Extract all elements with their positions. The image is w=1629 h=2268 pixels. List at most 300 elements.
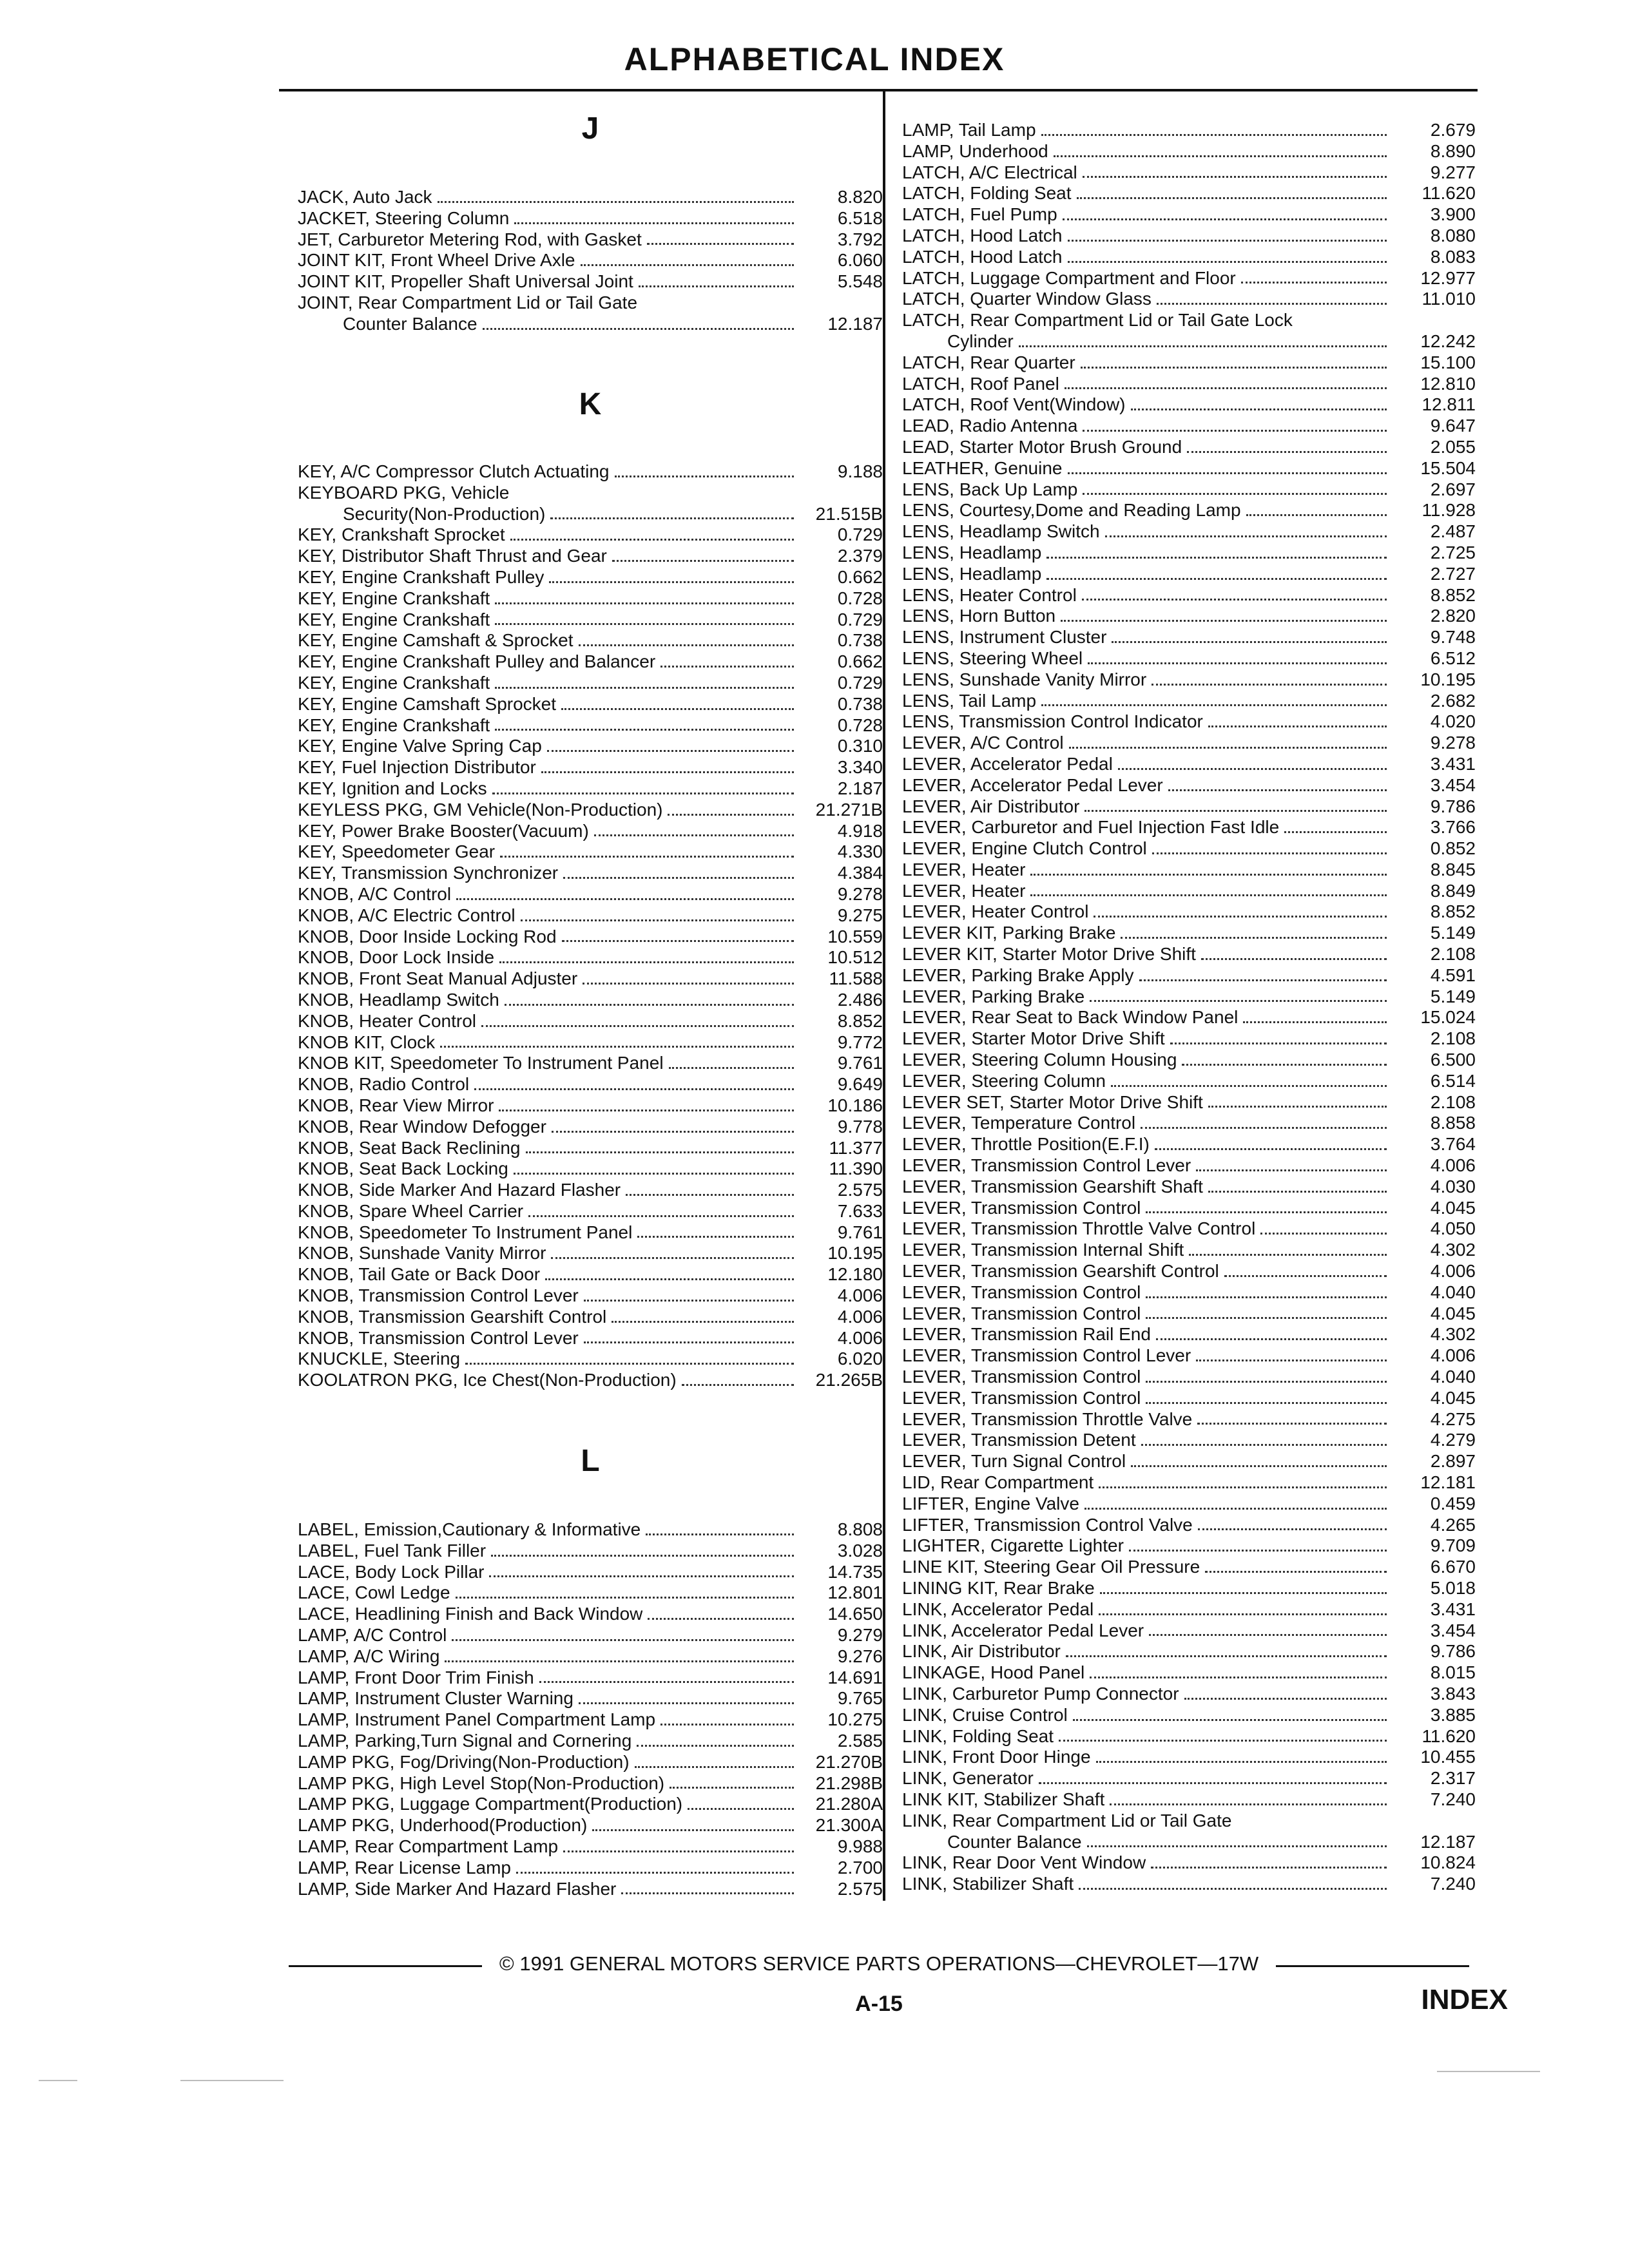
entry-page-number: 6.514 <box>1430 1070 1476 1091</box>
dot-leader <box>1118 768 1387 770</box>
index-entry <box>902 1578 1476 1599</box>
dot-leader <box>1131 408 1387 410</box>
entry-page-number: 11.377 <box>829 1137 883 1158</box>
entry-page-number: 8.858 <box>1430 1113 1476 1133</box>
entry-page-number: 10.824 <box>1420 1852 1476 1873</box>
dot-leader <box>621 1892 794 1894</box>
index-entry <box>902 1367 1476 1388</box>
entry-name: KNOB, Heater Control <box>298 1010 476 1031</box>
index-entry <box>298 1328 883 1349</box>
entry-name: LEVER, Transmission Control <box>902 1303 1141 1323</box>
dot-leader <box>547 750 794 752</box>
entry-page-number: 2.379 <box>837 546 883 566</box>
entry-page-number: 10.195 <box>1420 669 1476 689</box>
index-entry <box>902 585 1476 606</box>
entry-name: LATCH, Luggage Compartment and Floor <box>902 267 1236 288</box>
dot-leader <box>612 560 794 562</box>
entry-name: JOINT KIT, Propeller Shaft Universal Joint <box>298 271 633 292</box>
entry-page-number: 2.317 <box>1430 1768 1476 1789</box>
dot-leader <box>1112 641 1387 643</box>
index-entry <box>902 120 1476 141</box>
index-entry <box>298 884 883 905</box>
dot-leader <box>1284 831 1387 833</box>
entry-name: LATCH, Hood Latch <box>902 246 1063 267</box>
entry-name: LAMP, Instrument Cluster Warning <box>298 1688 574 1709</box>
dot-leader <box>1184 1698 1387 1700</box>
section-letter-j: J <box>581 111 599 146</box>
index-entry <box>298 1285 883 1307</box>
entry-name: LAMP, Side Marker And Hazard Flasher <box>298 1878 617 1899</box>
dot-leader <box>1152 684 1387 686</box>
index-entry <box>298 1794 883 1815</box>
entry-page-number: 6.518 <box>837 207 883 228</box>
entry-name: LENS, Instrument Cluster <box>902 627 1107 648</box>
section-letter-l: L <box>581 1444 600 1478</box>
index-entry <box>902 1092 1476 1113</box>
dot-leader <box>1139 979 1387 981</box>
entry-name: LEVER, Transmission Control <box>902 1387 1141 1408</box>
entry-name: KNOB, Headlamp Switch <box>298 989 499 1010</box>
entry-page-number: 9.278 <box>837 883 883 904</box>
index-entry <box>902 1874 1476 1895</box>
entry-name: LINK, Folding Seat <box>902 1725 1054 1746</box>
index-entry <box>902 1684 1476 1705</box>
index-entry <box>298 1243 883 1264</box>
dot-leader <box>635 1766 794 1768</box>
index-entry <box>298 524 883 546</box>
dot-leader <box>1019 345 1387 347</box>
index-entry <box>902 564 1476 585</box>
entry-page-number: 9.188 <box>837 461 883 481</box>
entry-name: KEY, Fuel Injection Distributor <box>298 757 536 778</box>
entry-page-number: 9.748 <box>1430 627 1476 648</box>
entry-page-number: 4.045 <box>1430 1303 1476 1323</box>
entry-name: LEVER, Starter Motor Drive Shift <box>902 1028 1165 1049</box>
index-entry <box>298 990 883 1011</box>
entry-name: LEAD, Starter Motor Brush Ground <box>902 436 1182 457</box>
entry-name: LINK, Stabilizer Shaft <box>902 1874 1074 1894</box>
index-entry <box>902 1028 1476 1050</box>
footer-rule-right <box>1276 1965 1469 1967</box>
index-entry <box>902 860 1476 881</box>
entry-page-number: 14.691 <box>827 1667 883 1687</box>
entry-page-number: 5.018 <box>1430 1577 1476 1598</box>
dot-leader <box>1208 726 1387 727</box>
index-entry <box>902 247 1476 268</box>
entry-name: KNOB, Sunshade Vanity Mirror <box>298 1243 546 1264</box>
entry-page-number: 9.786 <box>1430 796 1476 816</box>
dot-leader <box>615 476 795 477</box>
dot-leader <box>456 1597 794 1599</box>
entry-page-number: 4.040 <box>1430 1367 1476 1387</box>
index-entry <box>902 1789 1476 1811</box>
entry-name: KNOB, A/C Control <box>298 883 452 904</box>
dot-leader <box>1146 1317 1387 1319</box>
entry-page-number: 8.845 <box>1430 859 1476 879</box>
entry-name: LEVER, Transmission Internal Shift <box>902 1240 1184 1260</box>
index-entry <box>298 1138 883 1159</box>
index-entry <box>902 1134 1476 1155</box>
entry-page-number: 12.977 <box>1420 267 1476 288</box>
entry-name: LAMP PKG, Fog/Driving(Non-Production) <box>298 1751 630 1772</box>
entry-page-number: 2.575 <box>837 1878 883 1899</box>
entry-page-number: 4.020 <box>1430 711 1476 732</box>
index-entry <box>298 1095 883 1117</box>
dot-leader <box>489 1575 794 1577</box>
dot-leader <box>1087 1845 1387 1847</box>
entry-page-number: 4.006 <box>837 1327 883 1348</box>
dot-leader <box>563 877 794 879</box>
index-entry <box>298 1519 883 1541</box>
dot-leader <box>1187 451 1387 453</box>
entry-name: LEVER, Transmission Rail End <box>902 1324 1151 1345</box>
index-entry <box>298 715 883 736</box>
entry-name: KNOB, Side Marker And Hazard Flasher <box>298 1180 621 1200</box>
index-entry <box>902 986 1476 1008</box>
dot-leader <box>1141 1127 1387 1129</box>
dot-leader <box>1077 197 1387 199</box>
dot-leader <box>561 708 794 710</box>
entry-page-number: 6.500 <box>1430 1050 1476 1070</box>
entry-name: LIFTER, Transmission Control Valve <box>902 1514 1193 1535</box>
entry-name: LATCH, A/C Electrical <box>902 162 1077 182</box>
dot-leader <box>1054 155 1387 157</box>
index-entry <box>298 1541 883 1562</box>
index-entry <box>298 905 883 927</box>
entry-page-number: 6.670 <box>1430 1557 1476 1577</box>
index-entry <box>298 1032 883 1053</box>
dot-leader <box>660 1724 794 1725</box>
entry-page-number: 11.588 <box>829 968 883 989</box>
index-entry <box>298 1667 883 1689</box>
entry-page-number: 3.885 <box>1430 1704 1476 1725</box>
index-entry <box>902 416 1476 437</box>
entry-name: LEVER, Heater <box>902 880 1026 901</box>
index-entry <box>902 1451 1476 1472</box>
entry-page-number: 3.843 <box>1430 1683 1476 1704</box>
index-entry <box>298 504 883 525</box>
index-entry <box>902 1852 1476 1874</box>
entry-name: LACE, Body Lock Pillar <box>298 1561 485 1582</box>
dot-leader <box>1205 1571 1387 1573</box>
entry-page-number: 3.792 <box>837 229 883 249</box>
index-entry <box>902 268 1476 289</box>
index-entry <box>298 1158 883 1180</box>
entry-name: LATCH, Hood Latch <box>902 225 1063 245</box>
dot-leader <box>626 1194 794 1196</box>
entry-page-number: 4.040 <box>1430 1282 1476 1302</box>
index-entry <box>298 1858 883 1879</box>
entry-page-number: 5.149 <box>1430 923 1476 943</box>
entry-name: LINING KIT, Rear Brake <box>902 1577 1095 1598</box>
index-entry <box>902 1535 1476 1557</box>
index-entry <box>902 1430 1476 1451</box>
dot-leader <box>1046 578 1387 580</box>
entry-name: LINK, Generator <box>902 1768 1034 1789</box>
index-entry <box>902 226 1476 247</box>
entry-page-number: 9.772 <box>837 1032 883 1052</box>
dot-leader <box>505 1004 794 1006</box>
entry-page-number: 4.006 <box>1430 1155 1476 1176</box>
entry-name: LEVER KIT, Parking Brake <box>902 923 1116 943</box>
entry-name: KNOB, Seat Back Locking <box>298 1158 508 1179</box>
entry-page-number: 4.275 <box>1430 1408 1476 1429</box>
entry-page-number: 12.811 <box>1422 394 1476 415</box>
page-title: ALPHABETICAL INDEX <box>624 41 1005 77</box>
index-entry <box>902 1113 1476 1134</box>
index-entry <box>902 479 1476 501</box>
index-entry <box>902 162 1476 184</box>
entry-name: KEY, Engine Crankshaft Pulley <box>298 566 545 587</box>
dot-leader <box>1146 1296 1387 1298</box>
entry-page-number: 14.735 <box>827 1561 883 1582</box>
entry-page-number: 0.729 <box>837 524 883 545</box>
dot-leader <box>516 1872 794 1874</box>
entry-page-number: 2.187 <box>837 778 883 798</box>
dot-leader <box>563 1850 794 1852</box>
index-entry <box>902 183 1476 204</box>
entry-page-number: 2.575 <box>837 1180 883 1200</box>
dot-leader <box>1170 1043 1387 1044</box>
entry-name: LENS, Headlamp <box>902 563 1042 584</box>
index-entry <box>902 374 1476 395</box>
entry-name: LEVER, Transmission Control <box>902 1367 1141 1387</box>
index-entry <box>902 944 1476 965</box>
index-entry <box>902 1747 1476 1768</box>
index-entry <box>298 694 883 715</box>
entry-page-number: 2.897 <box>1430 1451 1476 1472</box>
entry-page-number: 9.778 <box>837 1116 883 1137</box>
index-entry <box>298 673 883 694</box>
entry-page-number: 9.649 <box>837 1074 883 1095</box>
index-entry <box>298 1604 883 1625</box>
dot-leader <box>551 1257 794 1259</box>
entry-page-number: 10.275 <box>827 1709 883 1730</box>
entry-page-number: 2.679 <box>1430 120 1476 140</box>
dot-leader <box>688 1808 794 1810</box>
entry-name: KEY, Engine Valve Spring Cap <box>298 736 542 756</box>
entry-name: LEVER, Transmission Detent <box>902 1430 1136 1450</box>
entry-page-number: 15.100 <box>1420 352 1476 372</box>
entry-page-number: 12.810 <box>1420 373 1476 394</box>
dot-leader <box>1189 1254 1387 1256</box>
entry-name: LINK, Accelerator Pedal <box>902 1599 1094 1619</box>
index-entry <box>298 1562 883 1583</box>
right-column-entries <box>902 120 1476 1895</box>
entry-page-number: 0.729 <box>837 609 883 629</box>
entry-name: LAMP, Underhood <box>902 140 1048 161</box>
entry-name: LATCH, Fuel Pump <box>902 204 1057 225</box>
entry-page-number: 21.265B <box>815 1370 883 1390</box>
entry-page-number: 0.728 <box>837 588 883 608</box>
entry-page-number: 3.431 <box>1430 1599 1476 1619</box>
entry-page-number: 11.390 <box>829 1158 883 1179</box>
entry-name: JACKET, Steering Column <box>298 207 510 228</box>
entry-name: LEVER, Temperature Control <box>902 1113 1136 1133</box>
dot-leader <box>550 517 794 519</box>
entry-page-number: 3.431 <box>1430 753 1476 774</box>
entry-name: LAMP PKG, Luggage Compartment(Production) <box>298 1794 683 1814</box>
entry-name: KNUCKLE, Steering <box>298 1349 461 1369</box>
entry-name: LENS, Sunshade Vanity Mirror <box>902 669 1147 689</box>
dot-leader <box>1243 1021 1387 1023</box>
entry-name: LACE, Headlining Finish and Back Window <box>298 1604 643 1624</box>
entry-name: LINK, Rear Door Vent Window <box>902 1852 1146 1873</box>
scan-smudge <box>180 2080 284 2081</box>
dot-leader <box>1151 1867 1387 1869</box>
footer-section-label: INDEX <box>1421 1984 1508 2015</box>
entry-name: LINE KIT, Steering Gear Oil Pressure <box>902 1557 1200 1577</box>
index-entry <box>298 483 883 504</box>
entry-page-number: 11.928 <box>1422 500 1476 521</box>
dot-leader <box>552 1131 794 1133</box>
entry-page-number: 15.024 <box>1420 1007 1476 1028</box>
section-k-entries <box>298 461 883 1391</box>
entry-name: KEY, Speedometer Gear <box>298 841 496 862</box>
dot-leader <box>500 856 794 858</box>
entry-name: Security(Non-Production) <box>343 503 546 524</box>
entry-page-number: 9.647 <box>1430 416 1476 436</box>
entry-name: LIFTER, Engine Valve <box>902 1493 1079 1514</box>
entry-name: LATCH, Rear Quarter <box>902 352 1075 372</box>
entry-page-number: 11.620 <box>1422 183 1476 204</box>
dot-leader <box>1201 958 1387 960</box>
entry-page-number: 3.028 <box>837 1540 883 1561</box>
entry-name: LEVER, Turn Signal Control <box>902 1451 1126 1472</box>
entry-name: LATCH, Roof Panel <box>902 373 1059 394</box>
index-entry <box>902 394 1476 416</box>
entry-page-number: 8.852 <box>1430 901 1476 922</box>
dot-leader <box>514 1173 794 1175</box>
index-entry <box>298 314 883 335</box>
entry-page-number: 2.727 <box>1430 563 1476 584</box>
index-entry <box>902 669 1476 691</box>
dot-leader <box>1111 1085 1387 1087</box>
entry-page-number: 12.801 <box>827 1582 883 1603</box>
entry-name: LAMP, Rear Compartment Lamp <box>298 1836 559 1856</box>
index-entry <box>902 733 1476 754</box>
entry-page-number: 4.006 <box>1430 1345 1476 1366</box>
dot-leader <box>526 1151 795 1153</box>
index-entry <box>902 1155 1476 1177</box>
entry-name: LEVER, Throttle Position(E.F.I) <box>902 1134 1150 1155</box>
entry-page-number: 8.015 <box>1430 1662 1476 1683</box>
dot-leader <box>1168 789 1387 791</box>
entry-name: LATCH, Quarter Window Glass <box>902 289 1152 309</box>
entry-name: Counter Balance <box>947 1831 1082 1852</box>
index-entry <box>298 1625 883 1646</box>
dot-leader <box>670 1787 794 1789</box>
dot-leader <box>1079 1888 1387 1890</box>
entry-page-number: 8.820 <box>837 187 883 207</box>
entry-page-number: 12.187 <box>1420 1831 1476 1852</box>
entry-name: KEYLESS PKG, GM Vehicle(Non-Production) <box>298 799 663 820</box>
dot-leader <box>594 834 794 836</box>
dot-leader <box>492 793 794 794</box>
index-entry <box>902 1007 1476 1028</box>
entry-page-number: 9.709 <box>1430 1535 1476 1556</box>
index-entry <box>298 1222 883 1244</box>
dot-leader <box>1061 620 1387 622</box>
entry-page-number: 4.050 <box>1430 1218 1476 1239</box>
entry-name: LEVER, Transmission Control Lever <box>902 1345 1191 1366</box>
entry-name: KEY, Engine Crankshaft <box>298 672 490 693</box>
entry-page-number: 8.890 <box>1430 140 1476 161</box>
index-entry <box>298 293 883 314</box>
entry-page-number: 10.455 <box>1420 1747 1476 1767</box>
entry-page-number: 6.020 <box>837 1349 883 1369</box>
index-entry <box>298 1836 883 1858</box>
entry-name: LEATHER, Genuine <box>902 457 1063 478</box>
index-entry <box>298 757 883 778</box>
dot-leader <box>1069 747 1387 749</box>
dot-leader <box>1241 282 1387 284</box>
index-entry <box>902 1050 1476 1071</box>
index-entry <box>902 1198 1476 1219</box>
entry-name: LEVER, A/C Control <box>902 733 1064 753</box>
entry-name: LINK, Accelerator Pedal Lever <box>902 1620 1144 1640</box>
index-entry <box>902 458 1476 479</box>
dot-leader <box>495 687 794 689</box>
dot-leader <box>1100 1592 1387 1594</box>
index-entry <box>902 1726 1476 1747</box>
entry-page-number: 0.728 <box>837 715 883 735</box>
entry-page-number: 4.045 <box>1430 1197 1476 1218</box>
entry-name: Counter Balance <box>343 313 477 334</box>
index-entry <box>298 821 883 842</box>
entry-name: KNOB, Speedometer To Instrument Panel <box>298 1222 633 1242</box>
dot-leader <box>1084 1508 1387 1510</box>
index-entry <box>902 1282 1476 1303</box>
index-entry <box>298 588 883 610</box>
entry-page-number: 9.765 <box>837 1688 883 1709</box>
entry-page-number: 2.487 <box>1430 521 1476 542</box>
entry-page-number: 2.055 <box>1430 436 1476 457</box>
dot-leader <box>1152 852 1387 854</box>
entry-page-number: 2.820 <box>1430 606 1476 626</box>
index-entry <box>902 711 1476 733</box>
entry-page-number: 10.186 <box>827 1095 883 1115</box>
index-entry <box>298 947 883 968</box>
entry-name: LENS, Steering Wheel <box>902 648 1083 668</box>
entry-name: LEVER KIT, Starter Motor Drive Shift <box>902 944 1196 965</box>
footer-page-number: A-15 <box>855 1992 903 2016</box>
dot-leader <box>1088 662 1387 664</box>
dot-leader <box>456 898 794 900</box>
dot-leader <box>1196 1360 1387 1361</box>
dot-leader <box>1146 1402 1387 1404</box>
dot-leader <box>1059 1740 1387 1742</box>
entry-page-number: 0.738 <box>837 630 883 651</box>
entry-page-number: 8.852 <box>1430 584 1476 605</box>
dot-leader <box>1198 1528 1387 1530</box>
entry-page-number: 4.302 <box>1430 1240 1476 1260</box>
entry-page-number: 8.808 <box>837 1519 883 1539</box>
index-entry <box>902 141 1476 162</box>
entry-page-number: 7.240 <box>1430 1789 1476 1809</box>
entry-page-number: 9.276 <box>837 1646 883 1666</box>
entry-page-number: 0.459 <box>1430 1493 1476 1514</box>
index-entry <box>902 500 1476 521</box>
entry-name: LEVER, Rear Seat to Back Window Panel <box>902 1007 1239 1028</box>
entry-page-number: 10.512 <box>827 947 883 968</box>
entry-name: KNOB, Radio Control <box>298 1074 470 1095</box>
dot-leader <box>583 983 794 985</box>
dot-leader <box>1224 1275 1387 1277</box>
index-entry <box>298 1815 883 1836</box>
dot-leader <box>1156 1338 1387 1340</box>
entry-page-number: 9.786 <box>1430 1641 1476 1662</box>
